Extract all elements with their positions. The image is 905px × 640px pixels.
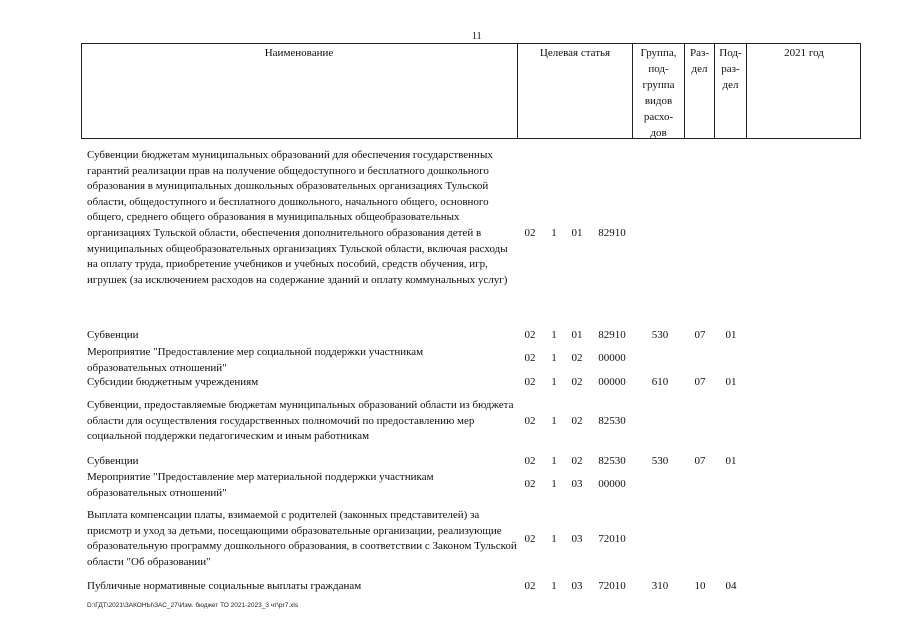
row-name: Субвенции xyxy=(87,329,139,341)
code-direction: 00000 xyxy=(598,352,626,364)
header-group-line: расхо- xyxy=(643,111,674,123)
header-group-line: видов xyxy=(644,95,673,107)
code-direction: 72010 xyxy=(598,580,626,592)
row-subsection: 01 xyxy=(725,455,737,467)
header-subsection-line: дел xyxy=(722,79,739,91)
row-subsection: 01 xyxy=(725,376,737,388)
file-path-footer: D:\ГДТ\2021\ЗАКОНЫ\ЗАС_27\Изм. бюджет ТО 2021-2023_3 чт\pr7.xls xyxy=(87,602,299,609)
header-group xyxy=(633,43,685,139)
row-group: 530 xyxy=(651,455,669,467)
header-section-line: Раз- xyxy=(689,47,709,59)
row-name: Публичные нормативные социальные выплаты гражданам xyxy=(87,580,362,592)
code-measure: 03 xyxy=(571,478,583,490)
code-program: 02 xyxy=(524,533,536,545)
code-measure: 02 xyxy=(571,376,583,388)
row-section: 07 xyxy=(694,376,706,388)
code-subprogram: 1 xyxy=(551,580,557,592)
header-group-line: под- xyxy=(648,63,669,75)
row-section: 07 xyxy=(694,455,706,467)
header-subsection-line: раз- xyxy=(721,63,740,75)
code-direction: 82910 xyxy=(598,227,626,239)
row-name: Субвенции xyxy=(87,455,139,467)
row-name: Выплата компенсации платы, взимаемой с родителей (законных представителей) за присмотр и уход за детьми, посещающими образовательные организации, реализующие образовательную программу дошкольного образования, в соответствии с Законом Тульской области "Об образовании" xyxy=(87,509,517,568)
header-section xyxy=(685,43,715,139)
header-name: Наименование xyxy=(81,43,518,139)
code-direction: 82530 xyxy=(598,415,626,427)
code-direction: 00000 xyxy=(598,376,626,388)
page-number: 11 xyxy=(472,31,482,42)
row-name: Мероприятие "Предоставление мер материальной поддержки участникам образовательных отношений" xyxy=(87,471,434,499)
header-group-line: дов xyxy=(650,127,667,139)
code-direction: 00000 xyxy=(598,478,626,490)
code-direction: 82910 xyxy=(598,329,626,341)
row-name: Мероприятие "Предоставление мер социальной поддержки участникам образовательных отношений" xyxy=(87,346,424,374)
code-program: 02 xyxy=(524,352,536,364)
code-direction: 72010 xyxy=(598,533,626,545)
row-group: 310 xyxy=(651,580,669,592)
row-subsection: 04 xyxy=(725,580,737,592)
header-target-article: Целевая статья xyxy=(518,43,633,139)
header-group-line: Группа, xyxy=(640,47,677,59)
code-program: 02 xyxy=(524,329,536,341)
row-subsection: 01 xyxy=(725,329,737,341)
row-section: 07 xyxy=(694,329,706,341)
code-measure: 01 xyxy=(571,329,583,341)
code-program: 02 xyxy=(524,580,536,592)
code-measure: 02 xyxy=(571,415,583,427)
code-subprogram: 1 xyxy=(551,478,557,490)
code-subprogram: 1 xyxy=(551,352,557,364)
row-name: Субвенции, предоставляемые бюджетам муниципальных образований области из бюджета области для осуществления государственных полномочий по предоставлению мер социальной поддержки педагогическим и иным работникам xyxy=(87,399,514,443)
code-subprogram: 1 xyxy=(551,415,557,427)
code-subprogram: 1 xyxy=(551,227,557,239)
code-program: 02 xyxy=(524,227,536,239)
code-program: 02 xyxy=(524,376,536,388)
header-year: 2021 год xyxy=(784,47,824,59)
header-section-line: дел xyxy=(691,63,708,75)
code-subprogram: 1 xyxy=(551,329,557,341)
code-program: 02 xyxy=(524,455,536,467)
code-measure: 02 xyxy=(571,352,583,364)
code-subprogram: 1 xyxy=(551,455,557,467)
header-subsection xyxy=(715,43,747,139)
code-measure: 03 xyxy=(571,533,583,545)
code-measure: 01 xyxy=(571,227,583,239)
header-subsection-line: Под- xyxy=(719,47,742,59)
code-direction: 82530 xyxy=(598,455,626,467)
row-group: 610 xyxy=(651,376,669,388)
code-program: 02 xyxy=(524,415,536,427)
code-program: 02 xyxy=(524,478,536,490)
code-subprogram: 1 xyxy=(551,533,557,545)
row-name: Субсидии бюджетным учреждениям xyxy=(87,376,259,388)
code-subprogram: 1 xyxy=(551,376,557,388)
code-measure: 03 xyxy=(571,580,583,592)
code-measure: 02 xyxy=(571,455,583,467)
row-group: 530 xyxy=(651,329,669,341)
row-section: 10 xyxy=(694,580,706,592)
row-name: Субвенции бюджетам муниципальных образований для обеспечения государственных гарантий реализации прав на получение общедоступного и бесплатного дошкольного образования в муниципальных дошкольных образовательных организациях Тульской области, общедоступного и бесплатного дошкольного, начального общего, основного общего, среднего общего образования в муниципальных общеобразовательных организациях Тульской области, обеспечения дополнительного образования детей в муниципальных общеобразовательных организациях Тульской области, включая расходы на оплату труда, приобретение учебников и учебных пособий, средств обучения, игр, игрушек (за исключением расходов на содержание зданий и оплату коммунальных услуг) xyxy=(87,149,508,286)
header-group-line: группа xyxy=(642,79,675,91)
